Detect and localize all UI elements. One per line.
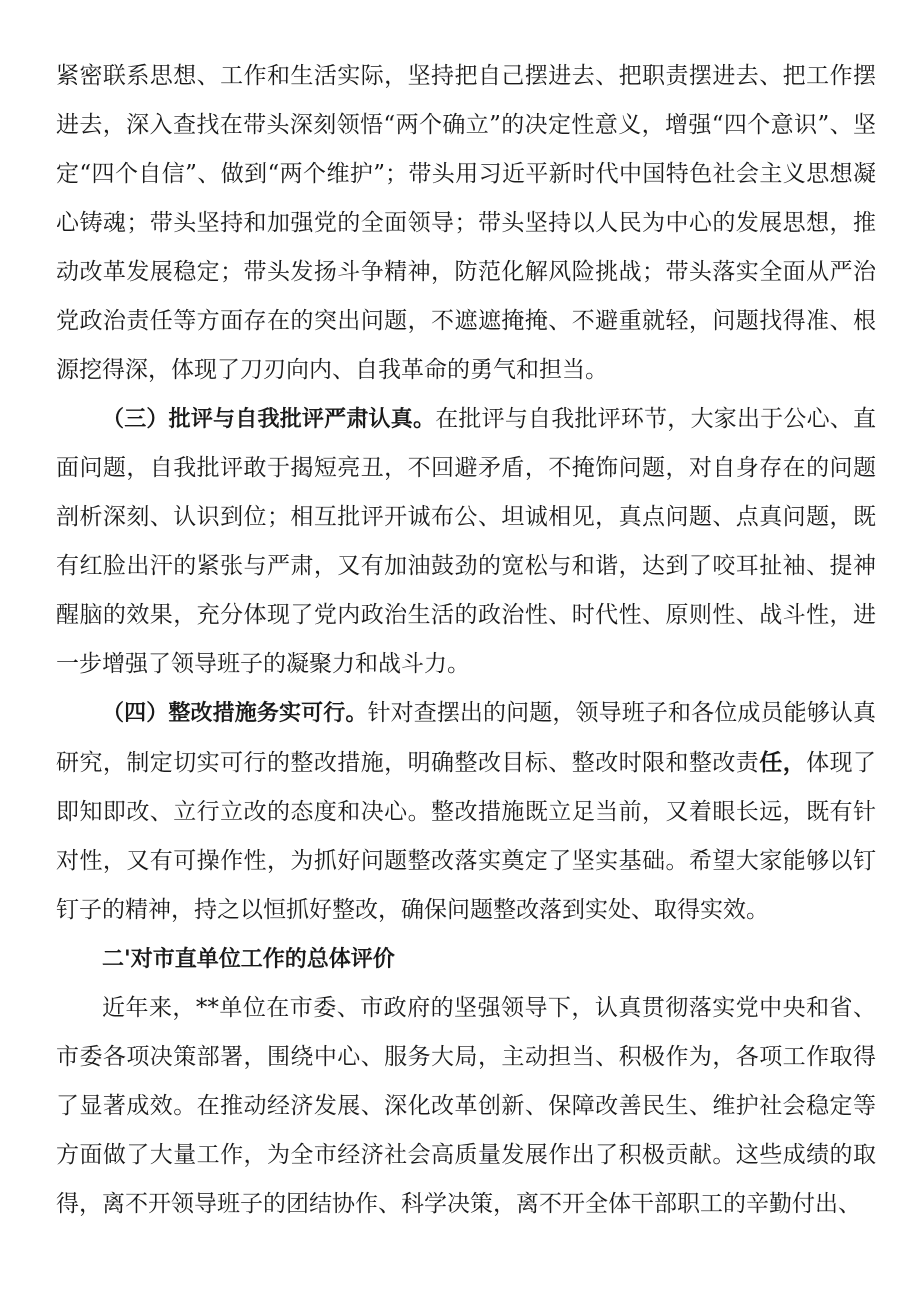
paragraph-evaluation [56,984,876,1229]
paragraph-1 [56,52,876,395]
paragraph-rectification-body-b: 体现了即知即改、立行立改的态度和决心。整改措施既立足当前，又着眼长远，既有针对性，又有可操作性，为抓好问题整改落实奠定了坚实基础。希望大家能够以钉钉子的精神，持之以恒抓好整改，确保问题整改落到实处、取得实效。 [56,750,877,923]
paragraph-rectification-lead: （四）整改措施务实可行。 [102,701,368,726]
paragraph-rectification-body-a: 针对查摆出的问题，领导班子和各位成员能够认真研究，制定切实可行的整改措施，明确整改目标、整改时限和整改责 [56,700,876,776]
paragraph-rectification [56,689,876,935]
section-heading-text: 二'对市直单位工作的总体评价 [102,947,395,972]
document-page [56,52,876,1229]
paragraph-1-text: 紧密联系思想、工作和生活实际，坚持把自己摆进去、把职责摆进去、把工作摆进去，深入查找在带头深刻领悟“两个确立”的决定性意义，增强“四个意识”、坚定“四个自信”、做到“两个维护”；带头用习近平新时代中国特色社会主义思想凝心铸魂；带头坚持和加强党的全面领导；带头坚持以人民为中心的发展思想，推动改革发展稳定；带头发扬斗争精神，防范化解风险挑战；带头落实全面从严治党政治责任等方面存在的突出问题，不遮遮掩掩、不避重就轻，问题找得准、根源挖得深，体现了刀刃向内、自我革命的勇气和担当。 [56,63,876,383]
paragraph-rectification-bold: 任， [759,749,807,776]
paragraph-criticism-lead: （三）批评与自我批评严肃认真。 [102,407,436,432]
paragraph-criticism-body: 在批评与自我批评环节，大家出于公心、直面问题，自我批评敢于揭短亮丑，不回避矛盾，不掩饰问题，对自身存在的问题剖析深刻、认识到位；相互批评开诚布公、坦诚相见，真点问题、点真问题，既有红脸出汗的紧张与严肃，又有加油鼓劲的宽松与和谐，达到了咬耳扯袖、提神醒脑的效果，充分体现了党内政治生活的政治性、时代性、原则性、战斗性，进一步增强了领导班子的凝聚力和战斗力。 [56,406,876,677]
paragraph-criticism [56,395,876,689]
section-heading [56,935,876,984]
paragraph-evaluation-text: 近年来，**单位在市委、市政府的坚强领导下，认真贯彻落实党中央和省、市委各项决策部署，围绕中心、服务大局，主动担当、积极作为，各项工作取得了显著成效。在推动经济发展、深化改革创新、保障改善民生、维护社会稳定等方面做了大量工作，为全市经济社会高质量发展作出了积极贡献。这些成绩的取得，离不开领导班子的团结协作、科学决策，离不开全体干部职工的辛勤付出、 [56,995,876,1217]
